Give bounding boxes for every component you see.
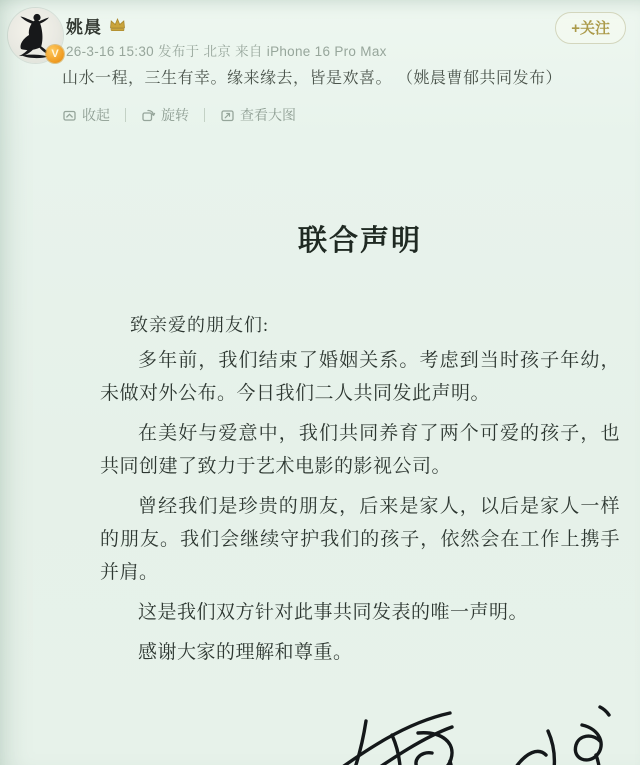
statement-paragraph: 多年前，我们结束了婚姻关系。考虑到当时孩子年幼，未做对外公布。今日我们二人共同发此声明。 xyxy=(100,350,620,404)
collapse-button[interactable] xyxy=(62,105,110,125)
username-row xyxy=(66,13,127,38)
statement-title: 联合声明 xyxy=(297,225,422,257)
rotate-button[interactable] xyxy=(141,105,189,125)
statement-salutation: 致亲爱的朋友们: xyxy=(130,315,270,335)
view-large-image-button[interactable] xyxy=(220,105,296,125)
statement-paragraph: 在美好与爱意中，我们共同养育了两个可爱的孩子，也共同创建了致力于艺术电影的影视公司。 xyxy=(100,423,620,477)
statement-paragraph: 感谢大家的理解和尊重。 xyxy=(138,642,353,663)
toolbar-divider xyxy=(125,108,126,122)
avatar[interactable] xyxy=(8,8,63,63)
toolbar-divider xyxy=(204,108,205,122)
statement-body xyxy=(0,218,640,669)
verified-v-badge-icon: V xyxy=(46,45,64,63)
post-header xyxy=(0,0,640,66)
statement-image[interactable] xyxy=(0,138,640,765)
collapse-label: 收起 xyxy=(82,107,110,123)
post-meta: 26-3-16 15:30 发布于 北京 来自 iPhone 16 Pro Max xyxy=(66,44,387,59)
collapse-image-icon xyxy=(62,108,77,123)
statement-paragraph: 这是我们双方针对此事共同发表的唯一声明。 xyxy=(138,602,529,623)
username[interactable]: 姚晨 xyxy=(66,18,102,37)
post-text: 山水一程，三生有幸。缘来缘去，皆是欢喜。 （姚晨曹郁共同发布） xyxy=(62,70,562,87)
vip-crown-icon xyxy=(108,17,127,37)
rotate-image-icon xyxy=(141,108,156,123)
view-large-label: 查看大图 xyxy=(240,107,296,123)
image-toolbar xyxy=(62,103,296,127)
follow-button[interactable]: +关注 xyxy=(555,12,626,44)
view-large-image-icon xyxy=(220,108,235,123)
rotate-label: 旋转 xyxy=(161,107,189,123)
statement-paragraph: 曾经我们是珍贵的朋友，后来是家人，以后是家人一样的朋友。我们会继续守护我们的孩子，依然会在工作上携手并肩。 xyxy=(100,496,620,583)
handwritten-signatures xyxy=(300,691,630,765)
